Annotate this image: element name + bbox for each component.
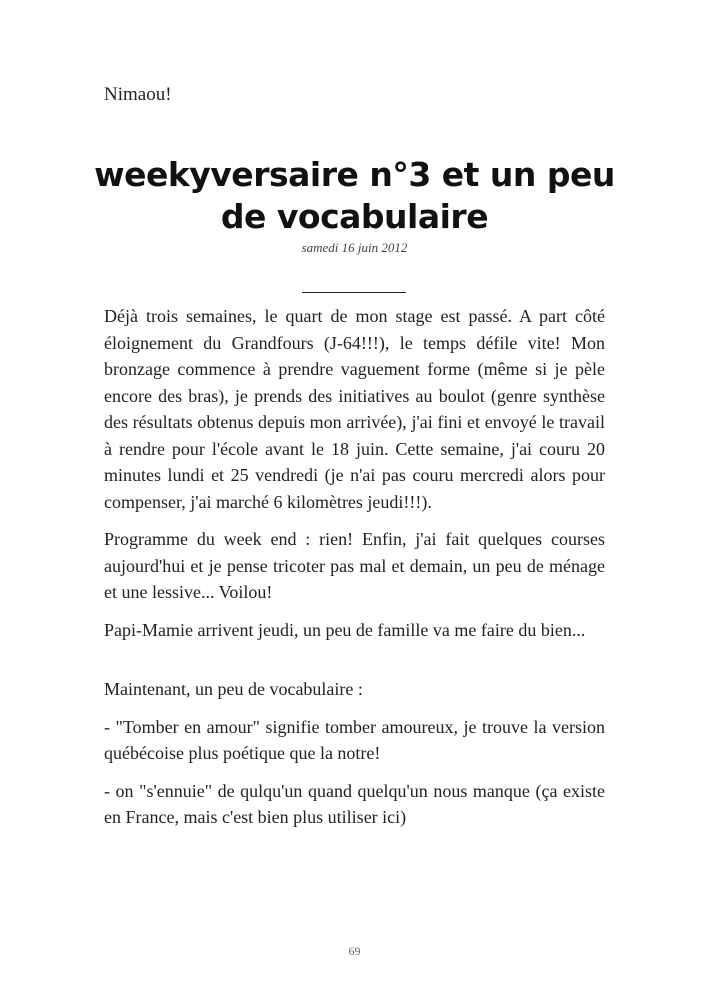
title-divider: [302, 292, 406, 293]
article-title: weekyversaire n°3 et un peu de vocabulaire: [94, 155, 615, 236]
paragraph-weekend: Programme du week end : rien! Enfin, j'ai fait quelques courses aujourd'hui et je pense tricoter pas mal et demain, un peu de ménage et une lessive... Voilou!: [104, 529, 605, 602]
paragraph-vocabulary-1: - "Tomber en amour" signifie tomber amoureux, je trouve la version québécoise plus poétique que la notre!: [104, 716, 605, 763]
paragraph-vocabulary-2: - on "s'ennuie" de qulqu'un quand quelqu'un nous manque (ça existe en France, mais c'est bien plus utiliser ici): [104, 780, 605, 827]
article-body: [104, 303, 605, 842]
paragraph-vocabulary-intro: Maintenant, un peu de vocabulaire :: [104, 679, 363, 699]
paragraph-family: Papi-Mamie arrivent jeudi, un peu de famille va me faire du bien...: [104, 619, 586, 640]
paragraph-intro: Déjà trois semaines, le quart de mon stage est passé. A part côté éloignement du Grandfours (J-64!!!), le temps défile vite! Mon bronzage commence à prendre vaguement forme (même si je pèle encore des bras), je prends des initiatives au boulot (genre synthèse des résultats obtenus depuis mon arrivée), j'ai fini et envoyé le travail à rendre pour l'école avant le 18 juin. Cette semaine, j'ai couru 20 minutes lundi et 25 vendredi (je n'ai pas couru mercredi alors pour compenser, j'ai marché 6 kilomètres jeudi!!!).: [104, 306, 605, 512]
page-number: 69: [348, 944, 361, 958]
article-date: samedi 16 juin 2012: [301, 240, 408, 255]
greeting: Nimaou!: [104, 84, 172, 105]
